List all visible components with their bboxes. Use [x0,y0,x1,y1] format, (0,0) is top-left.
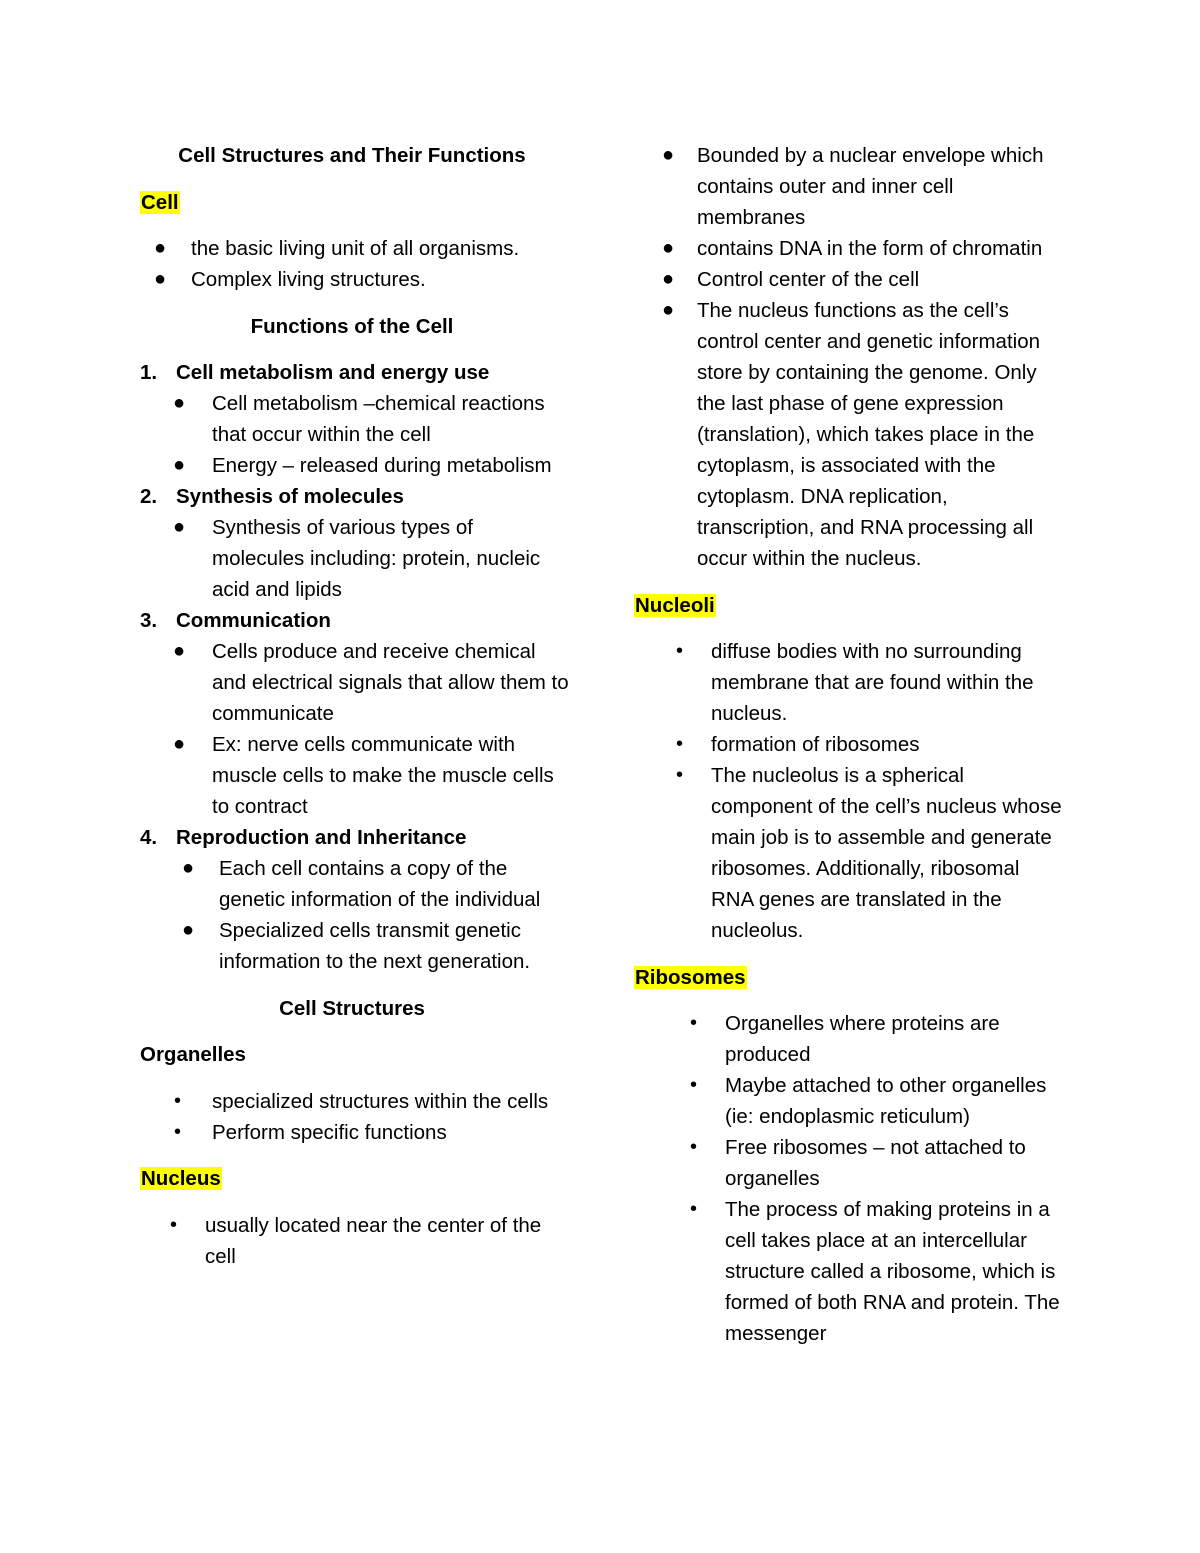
list-item: • diffuse bodies with no surrounding membrane that are found within the nucleus. [676,640,1034,725]
ribosomes-heading: Ribosomes [635,965,746,989]
list-item: ● Control center of the cell [662,268,920,291]
list-item: ● The nucleus functions as the cell’s control center and genetic information store by containing the genome. Only the last phase of gene expression (translation), which takes place in the cytoplasm, is associated with the cytoplasm. DNA replication, transcription, and RNA processing all occur within the nucleus. [662,299,1041,570]
cell-bullet-list [140,233,570,295]
list-item: ● Specialized cells transmit genetic information to the next generation. [182,919,531,973]
list-item: ● Each cell contains a copy of the genetic information of the individual [182,857,541,911]
organelles-bullet-list [140,1086,570,1148]
list-item: • Free ribosomes – not attached to organelles [690,1136,1026,1190]
nucleus-continued-list [634,140,1066,574]
list-item: • Maybe attached to other organelles (ie: endoplasmic reticulum) [690,1074,1047,1128]
nucleus-bullet-list [140,1210,570,1272]
left-column [140,140,570,1272]
function-item: 1. Cell metabolism and energy use ● Cell metabolism –chemical reactions that occur within the cell ● Energy – released during metabolism [140,357,570,481]
list-item: ● the basic living unit of all organisms. [154,237,520,260]
functions-heading: Functions of the Cell [250,314,454,338]
cell-structures-heading: Cell Structures [279,996,425,1020]
list-item: ● contains DNA in the form of chromatin [662,237,1043,260]
organelles-heading: Organelles [140,1043,246,1066]
list-item: ● Cell metabolism –chemical reactions that occur within the cell [173,392,545,446]
nucleoli-bullet-list [634,636,1066,946]
function-item: 2. Synthesis of molecules ● Synthesis of various types of molecules including: protein, nucleic acid and lipids [140,481,570,605]
function-item: 4. Reproduction and Inheritance ● Each cell contains a copy of the genetic information of the individual ● Specialized cells transmit genetic information to the next generation. [140,822,570,977]
list-item: • specialized structures within the cells [174,1089,549,1113]
cell-heading: Cell [141,190,179,214]
list-item: • Perform specific functions [174,1120,447,1144]
list-item: • formation of ribosomes [676,733,920,756]
list-item: ● Synthesis of various types of molecules including: protein, nucleic acid and lipids [173,516,541,601]
function-item: 3. Communication ● Cells produce and receive chemical and electrical signals that allow them to communicate ● Ex: nerve cells communicate with muscle cells to make the muscle cells to contract [140,605,570,822]
right-column [634,140,1066,1349]
list-item: • The process of making proteins in a cell takes place at an intercellular structure called a ribosome, which is formed of both RNA and protein. The messenger [690,1198,1060,1345]
list-item: • Organelles where proteins are produced [690,1012,1000,1066]
list-item: ● Cells produce and receive chemical and electrical signals that allow them to communicate [173,640,569,725]
list-item: • usually located near the center of the cell [170,1213,542,1268]
nucleus-heading: Nucleus [141,1167,221,1190]
functions-list [140,357,570,977]
list-item: ● Ex: nerve cells communicate with muscle cells to make the muscle cells to contract [173,733,554,818]
document-title: Cell Structures and Their Functions [178,144,526,167]
list-item: • The nucleolus is a spherical component of the cell’s nucleus whose main job is to assemble and generate ribosomes. Additionally, ribosomal RNA genes are translated in the nucleolus. [676,764,1062,942]
ribosomes-bullet-list [634,1008,1066,1349]
nucleoli-heading: Nucleoli [635,593,715,617]
list-item: ● Complex living structures. [154,268,426,291]
list-item: ● Bounded by a nuclear envelope which contains outer and inner cell membranes [662,144,1044,229]
list-item: ● Energy – released during metabolism [173,454,552,477]
